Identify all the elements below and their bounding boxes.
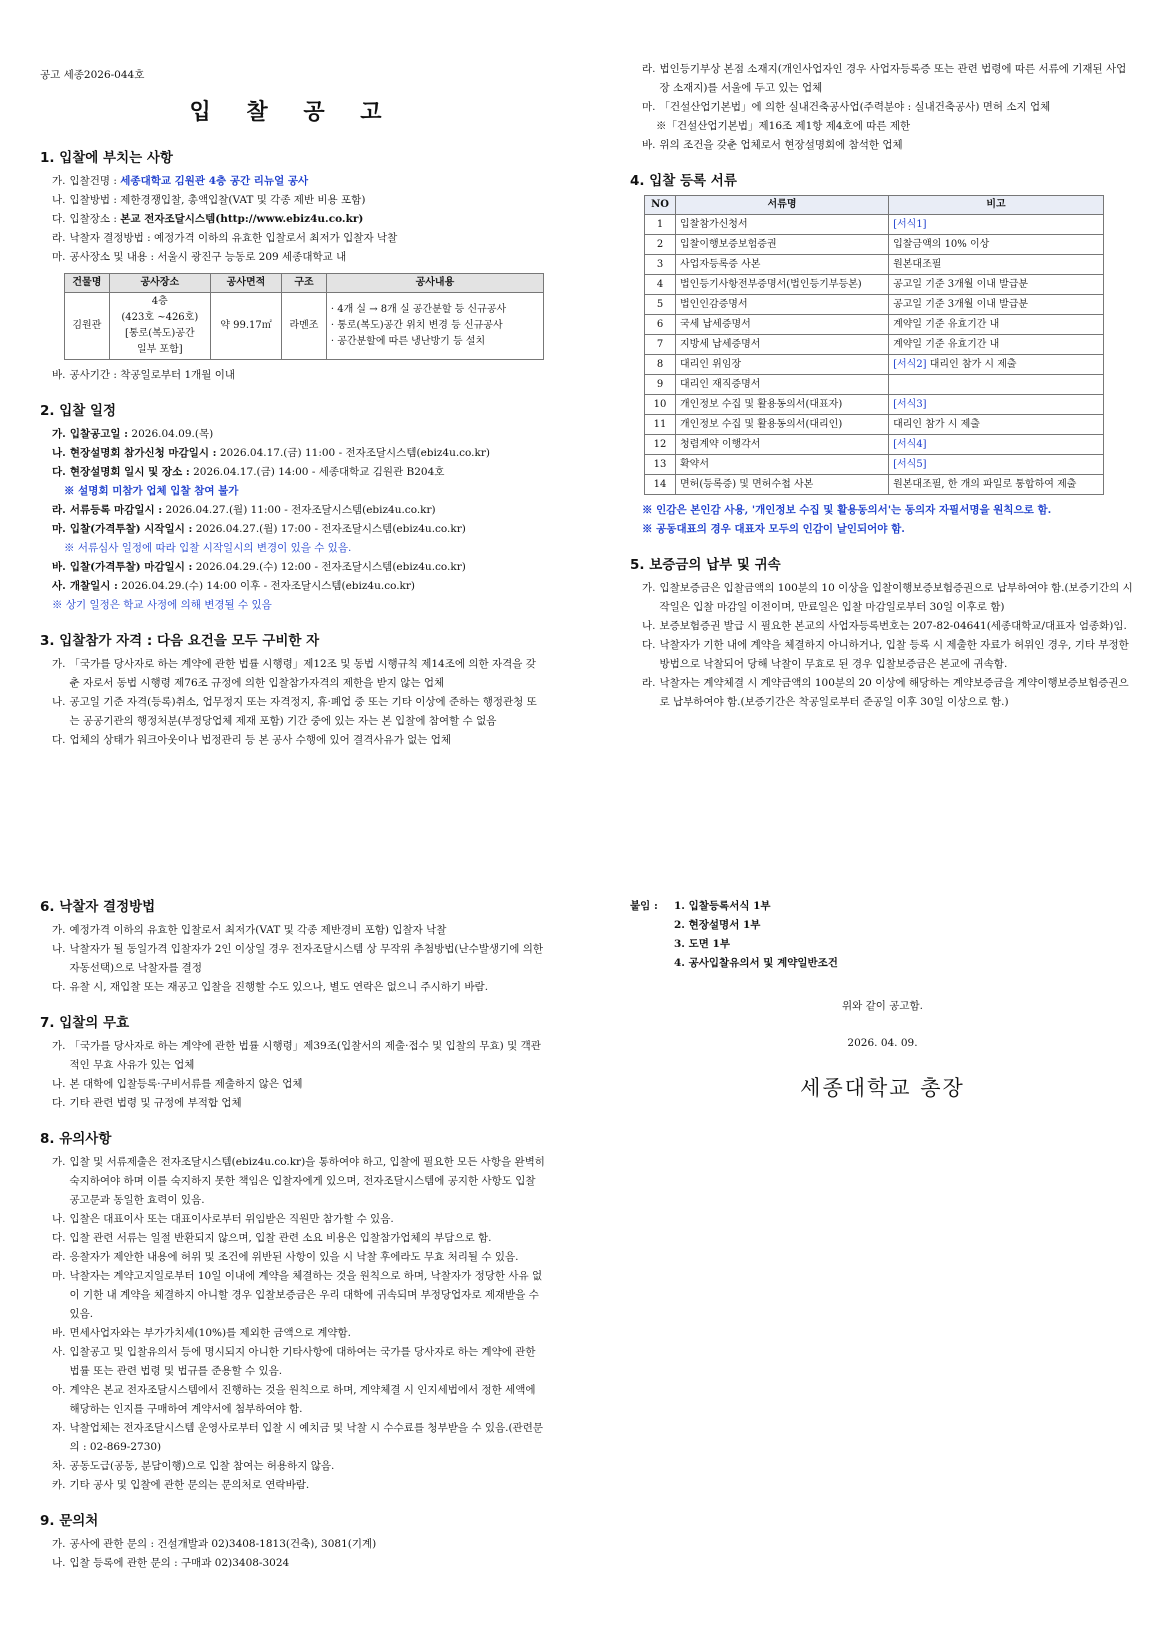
row-number: 8 [645, 355, 676, 375]
remark-text: 계약일 기준 유효기간 내 [893, 338, 1000, 350]
list-item: 나. 본 대학에 입찰등록·구비서류를 제출하지 않은 업체 [52, 1078, 303, 1090]
content-cell: · 4개 실 → 8개 실 공간분할 등 신규공사 · 통로(복도)공간 위치 변경 등 신규공사 · 공간분할에 따른 냉난방기 등 설치 [326, 293, 543, 360]
area-cell: 약 99.17㎡ [210, 293, 281, 360]
table-row [645, 355, 1104, 375]
closing-statement: 위와 같이 공고함. [841, 1000, 923, 1012]
list-item: 마. 공사장소 및 내용 : 서울시 광진구 능동로 209 세종대학교 내 [52, 251, 347, 263]
table-row [645, 415, 1104, 435]
schedule-item: 마. 입찰(가격투찰) 시작일시 : 2026.04.27.(월) 17:00 - 전자조달시스템(ebiz4u.co.kr) [52, 523, 466, 535]
document-remark [889, 475, 1104, 495]
document-remark [889, 215, 1104, 235]
list-item: 가. 「국가를 당사자로 하는 계약에 관한 법률 시행령」제39조(입찰서의 제출·접수 및 입찰의 무효) 및 객관적인 무효 사유가 있는 업체 [52, 1040, 541, 1071]
list-item: 나. 낙찰자가 될 동일가격 입찰자가 2인 이상일 경우 전자조달시스템 상 무작위 추첨방법(난수발생기에 의한 자동선택)으로 낙찰자를 결정 [52, 943, 543, 974]
row-number: 13 [645, 455, 676, 475]
row-number: 7 [645, 335, 676, 355]
right-column-top [630, 60, 1135, 712]
list-item: 다. 입찰 관련 서류는 일절 반환되지 않으며, 입찰 관련 소요 비용은 입찰참가업체의 부담으로 함. [52, 1232, 492, 1244]
table-header-row: NO 서류명 비고 [645, 196, 1104, 215]
section-heading-3: 3. 입찰참가 자격 : 다음 요건을 모두 구비한 자 [40, 633, 320, 649]
remark-text: 대리인 참가 시 제출 [893, 418, 980, 430]
document-name: 개인정보 수집 및 활용동의서(대리인) [676, 415, 889, 435]
list-item: 카. 기타 공사 및 입찰에 관한 문의는 문의처로 연락바람. [52, 1479, 310, 1491]
list-item: 다. 기타 관련 법령 및 규정에 부적합 업체 [52, 1097, 242, 1109]
schedule-item: 나. 현장설명회 참가신청 마감일시 : 2026.04.17.(금) 11:00 - 전자조달시스템(ebiz4u.co.kr) [52, 447, 491, 459]
table-row [645, 435, 1104, 455]
document-remark [889, 295, 1104, 315]
schedule-note: ※ 설명회 미참가 업체 입찰 참여 불가 [64, 485, 239, 497]
documents-note: ※ 공동대표의 경우 대표자 모두의 인감이 날인되어야 함. [642, 523, 905, 535]
table-header-row: 건물명 공사장소 공사면적 구조 공사내용 [65, 274, 544, 293]
list-item: 차. 공동도급(공동, 분담이행)으로 입찰 참여는 허용하지 않음. [52, 1460, 335, 1472]
list-item: 아. 계약은 본교 전자조달시스템에서 진행하는 것을 원칙으로 하며, 계약체결 시 인지세법에서 정한 세액에 해당하는 인지를 구매하여 계약서에 첨부하여야 함. [52, 1384, 536, 1415]
project-name: 세종대학교 김원관 4층 공간 리뉴얼 공사 [120, 175, 309, 187]
documents-table [644, 195, 1104, 495]
document-remark [889, 395, 1104, 415]
document-name: 대리인 재직증명서 [676, 375, 889, 395]
section-heading-2: 2. 입찰 일정 [40, 403, 117, 419]
remark-text: 계약일 기준 유효기간 내 [893, 318, 1000, 330]
schedule-item: 바. 입찰(가격투찰) 마감일시 : 2026.04.29.(수) 12:00 - 전자조달시스템(ebiz4u.co.kr) [52, 561, 466, 573]
document-remark [889, 315, 1104, 335]
list-item: 라. 낙찰자 결정방법 : 예정가격 이하의 유효한 입찰로서 최저가 입찰자 낙찰 [52, 232, 398, 244]
attachments [630, 897, 1135, 973]
document-name: 개인정보 수집 및 활용동의서(대표자) [676, 395, 889, 415]
schedule-item: 다. 현장설명회 일시 및 장소 : 2026.04.17.(금) 14:00 - 세종대학교 김원관 B204호 [52, 466, 445, 478]
row-number: 14 [645, 475, 676, 495]
schedule-note: ※ 상기 일정은 학교 사정에 의해 변경될 수 있음 [52, 599, 272, 611]
left-column-bottom [40, 897, 545, 1573]
form-reference: [서식5] [893, 458, 927, 470]
row-number: 10 [645, 395, 676, 415]
list-item: 라. 응찰자가 제안한 내용에 허위 및 조건에 위반된 사항이 있을 시 낙찰 후에라도 무효 처리될 수 있음. [52, 1251, 519, 1263]
document-remark [889, 275, 1104, 295]
table-row [645, 215, 1104, 235]
form-reference: [서식2] [893, 358, 927, 370]
section-heading-9: 9. 문의처 [40, 1513, 99, 1529]
list-item: 나. 공고일 기준 자격(등록)취소, 업무정지 또는 자격정지, 휴·폐업 중 또는 기타 이상에 준하는 행정관청 또는 공공기관의 행정처분(부정당업체 제재 포함) 기간 중에 있는 자는 본 입찰에 참여할 수 없음 [52, 696, 537, 727]
row-number: 5 [645, 295, 676, 315]
row-number: 1 [645, 215, 676, 235]
list-item: 나. 보증보험증권 발급 시 필요한 본교의 사업자등록번호는 207-82-04641(세종대학교/대표자 엄종화)임. [642, 620, 1127, 632]
document-remark [889, 435, 1104, 455]
form-reference: [서식1] [893, 218, 927, 230]
list-item: 나. 입찰은 대표이사 또는 대표이사로부터 위임받은 직원만 참가할 수 있음. [52, 1213, 394, 1225]
document-remark [889, 455, 1104, 475]
table-row [645, 455, 1104, 475]
document-name: 법인등기사항전부증명서(법인등기부등본) [676, 275, 889, 295]
list-item: 가. 공사에 관한 문의 : 건설개발과 02)3408-1813(건축), 3081(기계) [52, 1538, 377, 1550]
remark-text: 원본대조필 [893, 258, 942, 270]
row-number: 6 [645, 315, 676, 335]
list-item: 라. 낙찰자는 계약체결 시 계약금액의 100분의 20 이상에 해당하는 계약보증금을 계약이행보증보험증권으로 납부하여야 함.(보증기간은 착공일로부터 준공일 이후 30일 이상으로 함.) [642, 677, 1129, 708]
document-name: 국세 납세증명서 [676, 315, 889, 335]
list-item: 바. 공사기간 : 착공일로부터 1개월 이내 [52, 369, 236, 381]
list-item: 가. 입찰건명 : 세종대학교 김원관 4층 공간 리뉴얼 공사 [52, 175, 309, 187]
row-number: 2 [645, 235, 676, 255]
row-number: 9 [645, 375, 676, 395]
attachment-item: 2. 현장설명서 1부 [674, 919, 761, 931]
document-remark [889, 415, 1104, 435]
list-item: 바. 위의 조건을 갖춘 업체로서 현장설명회에 참석한 업체 [642, 139, 903, 151]
attachment-item: 3. 도면 1부 [674, 938, 731, 950]
table-row [645, 475, 1104, 495]
document-name: 입찰이행보증보험증권 [676, 235, 889, 255]
table-row [645, 315, 1104, 335]
section-heading-6: 6. 낙찰자 결정방법 [40, 899, 156, 915]
schedule-item: 사. 개찰일시 : 2026.04.29.(수) 14:00 이후 - 전자조달시스템(ebiz4u.co.kr) [52, 580, 416, 592]
qualification-note: ※「건설산업기본법」제16조 제1항 제4호에 따른 제한 [656, 120, 911, 132]
remark-text: 공고일 기준 3개월 이내 발급분 [893, 278, 1029, 290]
row-number: 11 [645, 415, 676, 435]
list-item: 다. 업체의 상태가 워크아웃이나 법정관리 등 본 공사 수행에 있어 결격사유가 없는 업체 [52, 734, 452, 746]
list-item: 다. 입찰장소 : 본교 전자조달시스템(http://www.ebiz4u.co.kr) [52, 213, 364, 225]
document-name: 지방세 납세증명서 [676, 335, 889, 355]
section-heading-8: 8. 유의사항 [40, 1131, 112, 1147]
issuer-signature: 세종대학교 총장 [800, 1076, 965, 1100]
document-remark [889, 255, 1104, 275]
list-item: 가. 예정가격 이하의 유효한 입찰로서 최저가(VAT 및 각종 제반경비 포함) 입찰자 낙찰 [52, 924, 447, 936]
attachments-label: 붙임 : [630, 900, 658, 912]
bid-place: 본교 전자조달시스템(http://www.ebiz4u.co.kr) [120, 213, 364, 225]
remark-text: 원본대조필, 한 개의 파일로 통합하여 제출 [893, 478, 1077, 490]
document-remark [889, 335, 1104, 355]
schedule-item: 가. 입찰공고일 : 2026.04.09.(목) [52, 428, 214, 440]
left-column-top [40, 66, 545, 750]
list-item: 사. 입찰공고 및 입찰유의서 등에 명시되지 아니한 기타사항에 대하여는 국가를 당사자로 하는 계약에 관한 법률 또는 관련 법령 및 법규를 준용할 수 있음. [52, 1346, 536, 1377]
notice-date: 2026. 04. 09. [847, 1037, 918, 1049]
schedule-note: ※ 서류심사 일정에 따라 입찰 시작일시의 변경이 있을 수 있음. [64, 542, 352, 554]
remark-text: 공고일 기준 3개월 이내 발급분 [893, 298, 1029, 310]
list-item: 라. 법인등기부상 본점 소재지(개인사업자인 경우 사업자등록증 또는 관련 법령에 따른 서류에 기재된 사업장 소재지)를 서울에 두고 있는 업체 [642, 63, 1127, 94]
attachment-item: 1. 입찰등록서식 1부 [674, 900, 771, 912]
row-number: 12 [645, 435, 676, 455]
row-number: 3 [645, 255, 676, 275]
table-row [645, 235, 1104, 255]
remark-text: 입찰금액의 10% 이상 [893, 238, 990, 250]
place-cell: 4층 (423호 ~426호) [통로(복도)공간 일부 포함] [109, 293, 210, 360]
document-name: 입찰참가신청서 [676, 215, 889, 235]
table-row [645, 375, 1104, 395]
document-remark [889, 375, 1104, 395]
remark-text: 대리인 참가 시 제출 [926, 358, 1017, 370]
list-item: 다. 유찰 시, 재입찰 또는 재공고 입찰을 진행할 수도 있으나, 별도 연락은 없으니 주시하기 바람. [52, 981, 489, 993]
list-item: 다. 낙찰자가 기한 내에 계약을 체결하지 아니하거나, 입찰 등록 시 제출한 자료가 허위인 경우, 기타 부정한 방법으로 낙찰되어 당해 낙찰이 무효로 된 경우 입찰보증금은 본교에 귀속함. [642, 639, 1129, 670]
section-heading-5: 5. 보증금의 납부 및 귀속 [630, 557, 781, 573]
list-item: 마. 낙찰자는 계약고지일로부터 10일 이내에 계약을 체결하는 것을 원칙으로 하며, 낙찰자가 정당한 사유 없이 기한 내 계약을 체결하지 아니할 경우 입찰보증금은 우리 대학에 귀속되며 부정당업자로 제재받을 수 있음. [52, 1270, 543, 1320]
document-remark [889, 355, 1104, 375]
document-name: 대리인 위임장 [676, 355, 889, 375]
table-row [645, 295, 1104, 315]
document-name: 사업자등록증 사본 [676, 255, 889, 275]
notice-number: 공고 세종2026-044호 [40, 69, 145, 81]
attachment-item: 4. 공사입찰유의서 및 계약일반조건 [674, 957, 838, 969]
list-item: 나. 입찰 등록에 관한 문의 : 구매과 02)3408-3024 [52, 1557, 290, 1569]
schedule-item: 라. 서류등록 마감일시 : 2026.04.27.(월) 11:00 - 전자조달시스템(ebiz4u.co.kr) [52, 504, 436, 516]
list-item: 바. 면세사업자와는 부가가치세(10%)를 제외한 금액으로 계약함. [52, 1327, 351, 1339]
document-name: 확약서 [676, 455, 889, 475]
table-row [645, 255, 1104, 275]
building-cell: 김원관 [65, 293, 110, 360]
list-item: 가. 입찰 및 서류제출은 전자조달시스템(ebiz4u.co.kr)을 통하여야 하고, 입찰에 필요한 모든 사항을 완벽히 숙지하여야 하며 이를 숙지하지 못한 책임은 입찰자에게 있으며, 전자조달시스템에 공지한 사항도 입찰공고문과 동일한 효력이 있음. [52, 1156, 545, 1206]
list-item: 가. 입찰보증금은 입찰금액의 100분의 10 이상을 입찰이행보증보험증권으로 납부하여야 함.(보증기간의 시작일은 입찰 마감일 이전이며, 만료일은 입찰 마감일로부터 30일 이후로 함) [642, 582, 1133, 613]
documents-note: ※ 인감은 본인감 사용, '개인정보 수집 및 활용동의서'는 동의자 자필서명을 원칙으로 함. [642, 504, 1052, 516]
table-row [645, 275, 1104, 295]
list-item: 마. 「건설산업기본법」에 의한 실내건축공사업(주력분야 : 실내건축공사) 면허 소지 업체 [642, 101, 1051, 113]
table-row [645, 395, 1104, 415]
row-number: 4 [645, 275, 676, 295]
document-remark [889, 235, 1104, 255]
construction-table [64, 273, 544, 360]
document-name: 법인인감증명서 [676, 295, 889, 315]
section-heading-4: 4. 입찰 등록 서류 [630, 173, 737, 189]
right-column-bottom [630, 897, 1135, 1098]
page-title: 입 찰 공 고 [189, 99, 396, 125]
list-item: 가. 「국가를 당사자로 하는 계약에 관한 법률 시행령」제12조 및 동법 시행규칙 제14조에 의한 자격을 갖춘 자로서 동법 시행령 제76조 규정에 의한 입찰참가자격의 제한을 받지 않는 업체 [52, 658, 536, 689]
list-item: 자. 낙찰업체는 전자조달시스템 운영사로부터 입찰 시 예치금 및 낙찰 시 수수료를 청부받을 수 있음.(관련문의 : 02-869-2730) [52, 1422, 543, 1453]
section-heading-1: 1. 입찰에 부치는 사항 [40, 150, 173, 166]
list-item: 나. 입찰방법 : 제한경쟁입찰, 총액입찰(VAT 및 각종 제반 비용 포함) [52, 194, 366, 206]
form-reference: [서식4] [893, 438, 927, 450]
form-reference: [서식3] [893, 398, 927, 410]
table-row [65, 293, 544, 360]
structure-cell: 라멘조 [282, 293, 327, 360]
document-name: 청렴계약 이행각서 [676, 435, 889, 455]
table-row [645, 335, 1104, 355]
section-heading-7: 7. 입찰의 무효 [40, 1015, 130, 1031]
document-name: 면허(등록증) 및 면허수첩 사본 [676, 475, 889, 495]
